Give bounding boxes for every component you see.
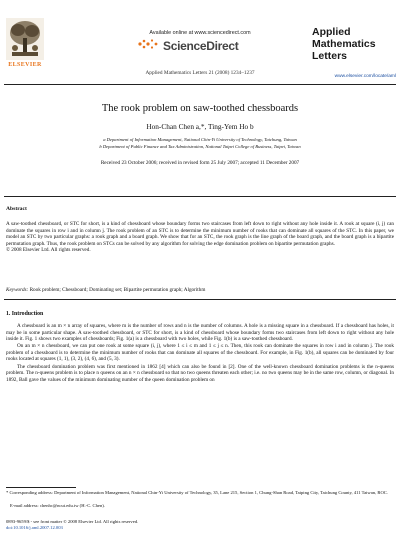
email-footnote[interactable]: E-mail address: chenhc@ncut.edu.tw (H.-C. Chen). [10, 503, 105, 508]
abstract-body [6, 221, 394, 254]
introduction-paragraph: A chessboard is an m × n array of squares, where m is the number of rows and n is the number of columns. A hole is a missing square in a chessboard. If a chessboard has holes, it may be in some particular shape. A saw-toothed chessboard, or STC for short, is a kind of chessboard whose boundary forms two staircases from left down to right without any hole inside it. Fig. 1 shows two examples of chessboards; Fig. 1(a) is a chessboard with two holes, while Fig. 1(b) is a saw-toothed chessboard. [6, 323, 394, 343]
article-authors: Hon-Chan Chen a,*, Ting-Yem Ho b [146, 122, 254, 131]
abstract-text: A saw-toothed chessboard, or STC for short, is a kind of chessboard whose boundary forms two staircases from left down to right without any hole inside it. A rook at square (i, j) can dominate the squares in row i and in column j. The rook problem of an STC is to determine the minimum number of rooks that can dominate all squares of the STC. In this paper, we model an STC by two particular graphs: a rook graph and a board graph. We show that for an STC, the rook graph is the line graph of the board graph, and the board graph is a bipartite permutation graph. Thus, the rook problem on STCs can be solved by any algorithm for solving the edge domination problem on bipartite permutation graphs. [6, 221, 394, 247]
keywords-line [6, 287, 394, 294]
sciencedirect-logo-icon [136, 38, 160, 50]
introduction-paragraph: The chessboard domination problem was first mentioned in 1862 [4] which can also be found in [2]. One of the well-known chessboard domination problems is the n-queens problem. The n-queens problem is to place n queens on an n × n chessboard so that no two queens threaten each other; i.e. no two queens may be in the same row, column, or diagonal. In 1892, Ball gave the values of the minimum dominating number of the queen domination problem on [6, 363, 394, 383]
introduction-heading: 1. Introduction [6, 311, 44, 317]
footnote-rule [6, 487, 76, 488]
issn-line: 0893-9659/$ - see front matter © 2008 Elsevier Ltd. All rights reserved. [6, 519, 139, 524]
affiliation-a: a Department of Information Management, National Chin-Yi University of Technology, Taichung, Taiwan [103, 137, 297, 142]
introduction-paragraph: On an m × n chessboard, we can put one rook at some square (i, j), where 1 ≤ i ≤ m and 1 ≤ j ≤ n. Then, this rook can dominate the squares in row i and in column j. The rook problem of a chessboard is to determine the minimum number of rooks that can dominate all squares of the chessboard. For example, in Fig. 1(b), all squares can be dominated by four rooks located at squares (1, 1), (3, 2), (4, 6), and (5, 3). [6, 343, 394, 363]
header-rule [4, 84, 396, 85]
sciencedirect-wordmark: ScienceDirect [163, 39, 239, 53]
affiliation-b: b Department of Public Finance and Tax Administration, National Taipei College of Business, Taipei, Taiwan [99, 143, 301, 149]
journal-citation: Applied Mathematics Letters 21 (2008) 1234–1237 [145, 70, 255, 76]
publisher-name: ELSEVIER [8, 62, 42, 68]
keywords-list: Rook problem; Chessboard; Dominating set; Bipartite permutation graph; Algorithm [29, 287, 206, 293]
available-online-text[interactable]: Available online at www.sciencedirect.com [149, 30, 251, 36]
received-dates: Received 23 October 2006; received in revised form 25 July 2007; accepted 11 December 2007 [100, 160, 300, 166]
introduction-body [6, 323, 394, 384]
doi-link[interactable]: doi:10.1016/j.aml.2007.12.003 [6, 525, 63, 530]
abstract-copyright: © 2008 Elsevier Ltd. All rights reserved. [6, 247, 91, 254]
journal-url-link[interactable]: www.elsevier.com/locate/aml [334, 74, 396, 79]
corresponding-footnote: * Corresponding address: Department of Information Management, National Chin-Yi University of Technology, 35, Lane 215, Section 1, Chung-Shan Road, Taiping City, Taichung County, 411 Taiwan, ROC. [6, 490, 388, 495]
journal-name-line: Mathematics [312, 38, 376, 50]
abstract-bottom-rule [4, 299, 396, 300]
abstract-top-rule [4, 196, 396, 197]
article-title: The rook problem on saw-toothed chessboards [101, 103, 299, 114]
journal-name-line: Applied [312, 26, 351, 38]
journal-name [312, 26, 392, 62]
abstract-heading: Abstract [6, 206, 27, 212]
journal-name-line: Letters [312, 50, 348, 62]
keywords-label: Keywords: [6, 287, 29, 293]
elsevier-tree-logo-icon [6, 18, 44, 60]
